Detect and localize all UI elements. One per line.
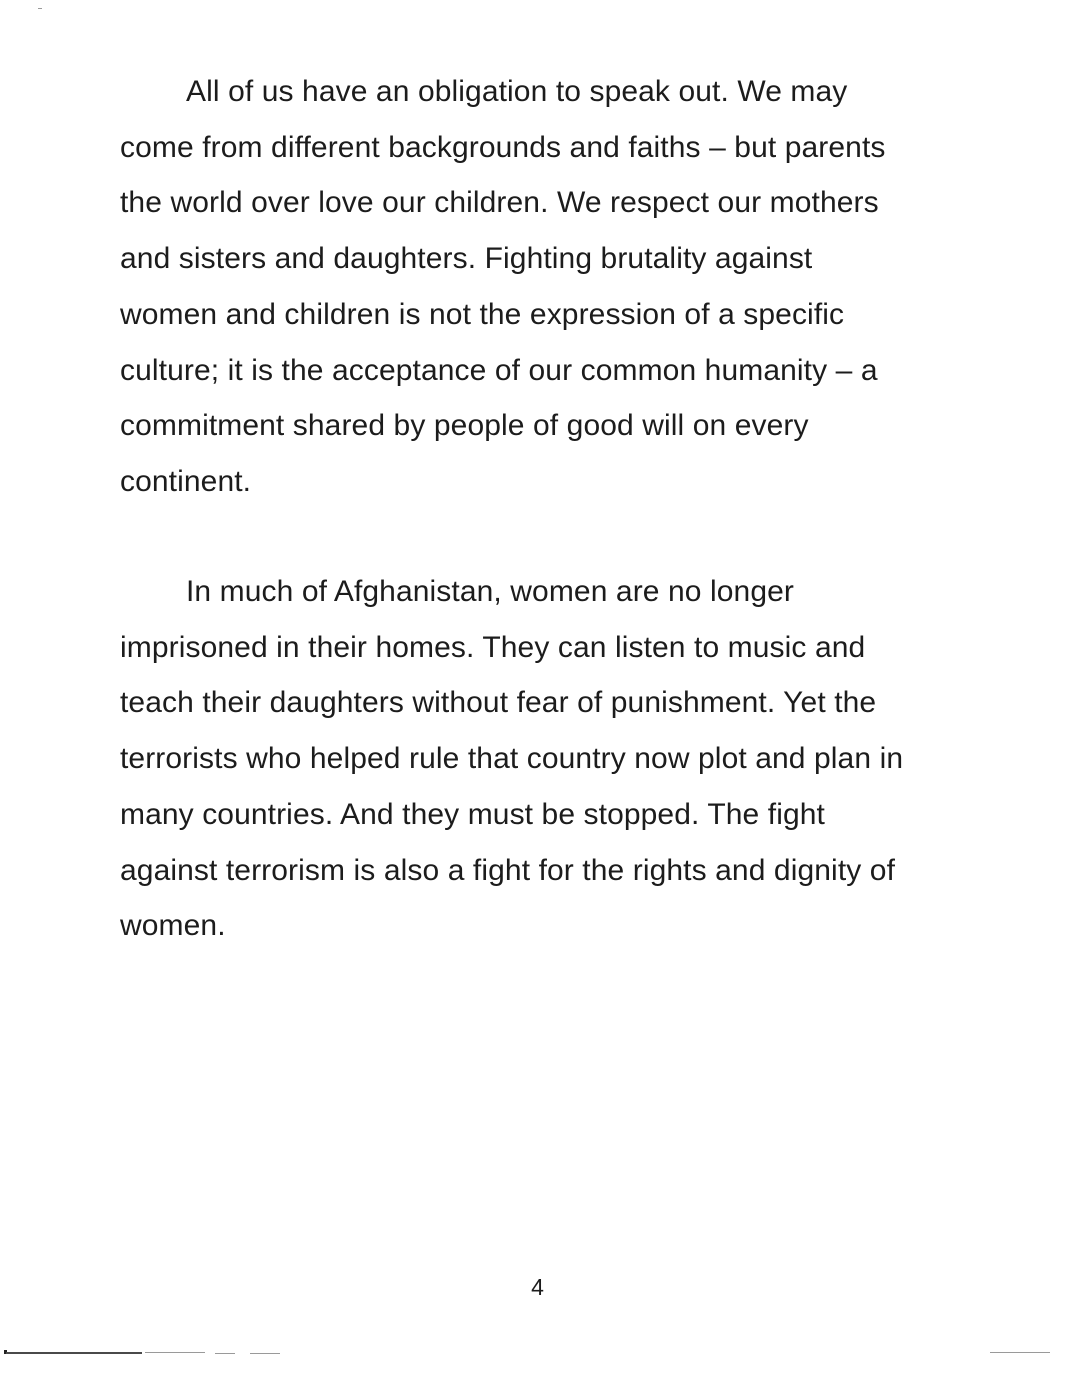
paragraph-line: continent. — [120, 464, 252, 498]
paragraph-line: commitment shared by people of good will on every — [120, 409, 809, 443]
scan-artifact — [990, 1352, 1050, 1353]
paragraph-line: women and children is not the expression of a specific — [120, 297, 845, 331]
scan-artifact — [6, 1352, 142, 1354]
paragraph-line: against terrorism is also a fight for the rights and dignity of — [120, 853, 896, 887]
paragraph-line: All of us have an obligation to speak out. We may — [186, 75, 848, 108]
paragraph-line: and sisters and daughters. Fighting brutality against — [120, 242, 813, 276]
paragraph-line: many countries. And they must be stopped. The fight — [120, 797, 825, 831]
paragraph-line: come from different backgrounds and faiths – but parents — [120, 130, 886, 164]
scan-artifact — [215, 1353, 235, 1354]
paragraph-line: In much of Afghanistan, women are no longer — [186, 575, 795, 608]
paragraph-line: the world over love our children. We respect our mothers — [120, 186, 879, 220]
paragraph-line: teach their daughters without fear of punishment. Yet the — [120, 686, 877, 720]
paragraph-line: terrorists who helped rule that country now plot and plan in — [120, 742, 904, 776]
scan-artifact — [145, 1352, 205, 1353]
paragraph-afghanistan — [120, 564, 980, 954]
paragraph-obligation — [120, 64, 980, 510]
paragraph-line: women. — [120, 909, 226, 943]
page-number: 4 — [531, 1274, 544, 1300]
scan-artifact — [250, 1353, 280, 1354]
paragraph-line: culture; it is the acceptance of our common humanity – a — [120, 353, 878, 387]
scan-artifact — [38, 8, 42, 9]
paragraph-line: imprisoned in their homes. They can listen to music and — [120, 630, 866, 664]
